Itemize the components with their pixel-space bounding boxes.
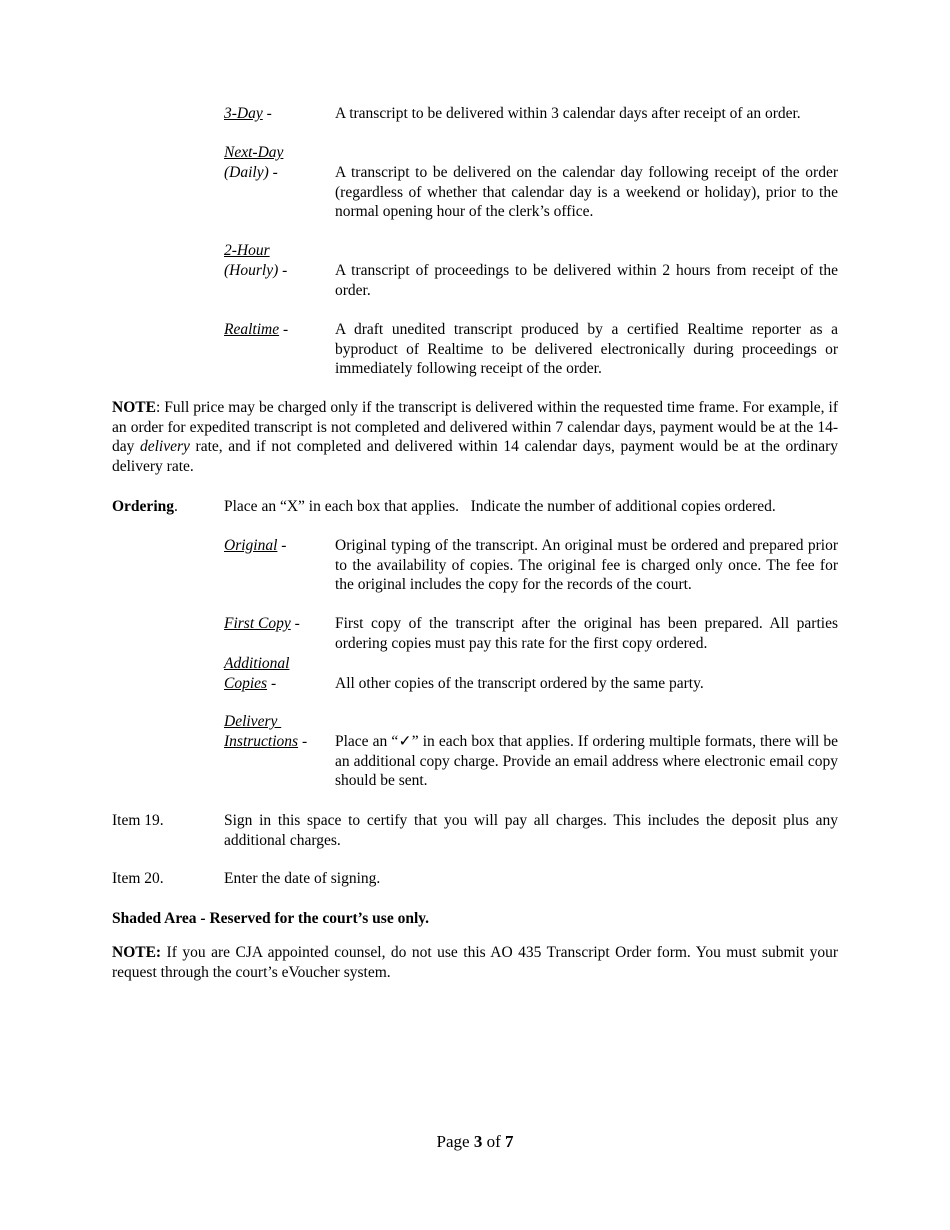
current-page: 3: [473, 1132, 483, 1151]
note-text-b: rate, and if not completed and delivered within 14 calendar days, payment would be at the ordinary delivery rate.: [112, 438, 838, 475]
item-20-label: Item 20.: [112, 870, 164, 887]
total-pages: 7: [504, 1132, 514, 1151]
item-20-text: Enter the date of signing.: [224, 870, 381, 887]
note-text-a: : Full price may be charged only if the transcript is delivered within the requested time frame. For example, if an order for expedited transcript is not completed and delivered within 7 calendar days, payment would be at the 14-day: [112, 399, 838, 456]
desc-delivery-instructions: Place an “✓” in each box that applies. If ordering multiple formats, there will be an additional copy charge. Provide an email address where electronic email copy should be sent.: [335, 733, 838, 790]
note-full-price: [112, 398, 838, 476]
desc-realtime: A draft unedited transcript produced by a certified Realtime reporter as a byproduct of Realtime to be delivered electronically during proceedings or immediately following receipt of the order.: [335, 321, 838, 378]
term-label-line2: Copies: [224, 674, 268, 692]
desc-next-day: A transcript to be delivered on the calendar day following receipt of the order (regardless of whether that calendar day is a weekend or holiday), prior to the normal opening hour of the clerk’s office.: [335, 164, 838, 221]
term-dash: -: [278, 261, 288, 279]
note-cja-counsel: [112, 943, 838, 982]
note-label: NOTE: [112, 399, 156, 416]
term-dash: -: [262, 105, 272, 122]
page-word: Page: [436, 1132, 470, 1151]
ordering-dot: .: [174, 498, 178, 515]
term-label: First Copy: [224, 615, 291, 632]
item-19-text: Sign in this space to certify that you will pay all charges. This includes the deposit plus any additional charges.: [224, 812, 838, 849]
term-first-copy: [224, 614, 334, 634]
term-label: 2-Hour: [224, 242, 270, 259]
desc-3-day: A transcript to be delivered within 3 calendar days after receipt of an order.: [335, 105, 801, 122]
term-label-line2: (Hourly): [224, 261, 279, 279]
term-3-day: [224, 104, 334, 124]
of-word: of: [486, 1132, 501, 1151]
term-dash: -: [279, 321, 289, 338]
term-label: Realtime: [224, 321, 280, 338]
note-text: If you are CJA appointed counsel, do not use this AO 435 Transcript Order form. You must submit your request through the court’s eVoucher system.: [112, 944, 838, 981]
ordering-heading: Ordering: [112, 498, 174, 515]
term-label: Delivery: [224, 713, 282, 730]
term-2-hour: [224, 241, 334, 280]
desc-original: Original typing of the transcript. An original must be ordered and prepared prior to the availability of copies. The original fee is charged only once. The fee for the original includes the copy for the records of the court.: [335, 537, 838, 594]
ordering-label: [112, 497, 222, 517]
desc-first-copy: First copy of the transcript after the original has been prepared. All parties ordering copies must pay this rate for the first copy ordered.: [335, 615, 838, 652]
item-19-label: Item 19.: [112, 812, 164, 829]
term-label: Original: [224, 537, 278, 554]
desc-additional-copies: All other copies of the transcript ordered by the same party.: [335, 675, 704, 692]
term-dash: -: [268, 163, 278, 181]
term-label-line2: (Daily): [224, 163, 269, 181]
term-dash: -: [298, 732, 308, 750]
note-label: NOTE:: [112, 944, 162, 961]
term-dash: -: [290, 615, 300, 632]
term-label-line2: Instructions: [224, 732, 299, 750]
term-original: [224, 536, 334, 556]
ordering-text: Place an “X” in each box that applies. Indicate the number of additional copies ordered.: [224, 498, 776, 515]
term-dash: -: [277, 537, 287, 554]
shaded-area-heading: Shaded Area - Reserved for the court’s use only.: [112, 910, 430, 927]
desc-2-hour: A transcript of proceedings to be delivered within 2 hours from receipt of the order.: [335, 262, 838, 299]
term-label: Next-Day: [224, 144, 284, 161]
term-dash: -: [267, 674, 277, 692]
term-realtime: [224, 320, 334, 340]
term-next-day: [224, 143, 334, 182]
page-number: [0, 1131, 950, 1153]
term-delivery-instructions: [224, 712, 334, 751]
note-text-italic: delivery: [140, 438, 190, 456]
term-additional-copies: [224, 654, 334, 693]
term-label: Additional: [224, 655, 290, 672]
term-label: 3-Day: [224, 105, 263, 122]
